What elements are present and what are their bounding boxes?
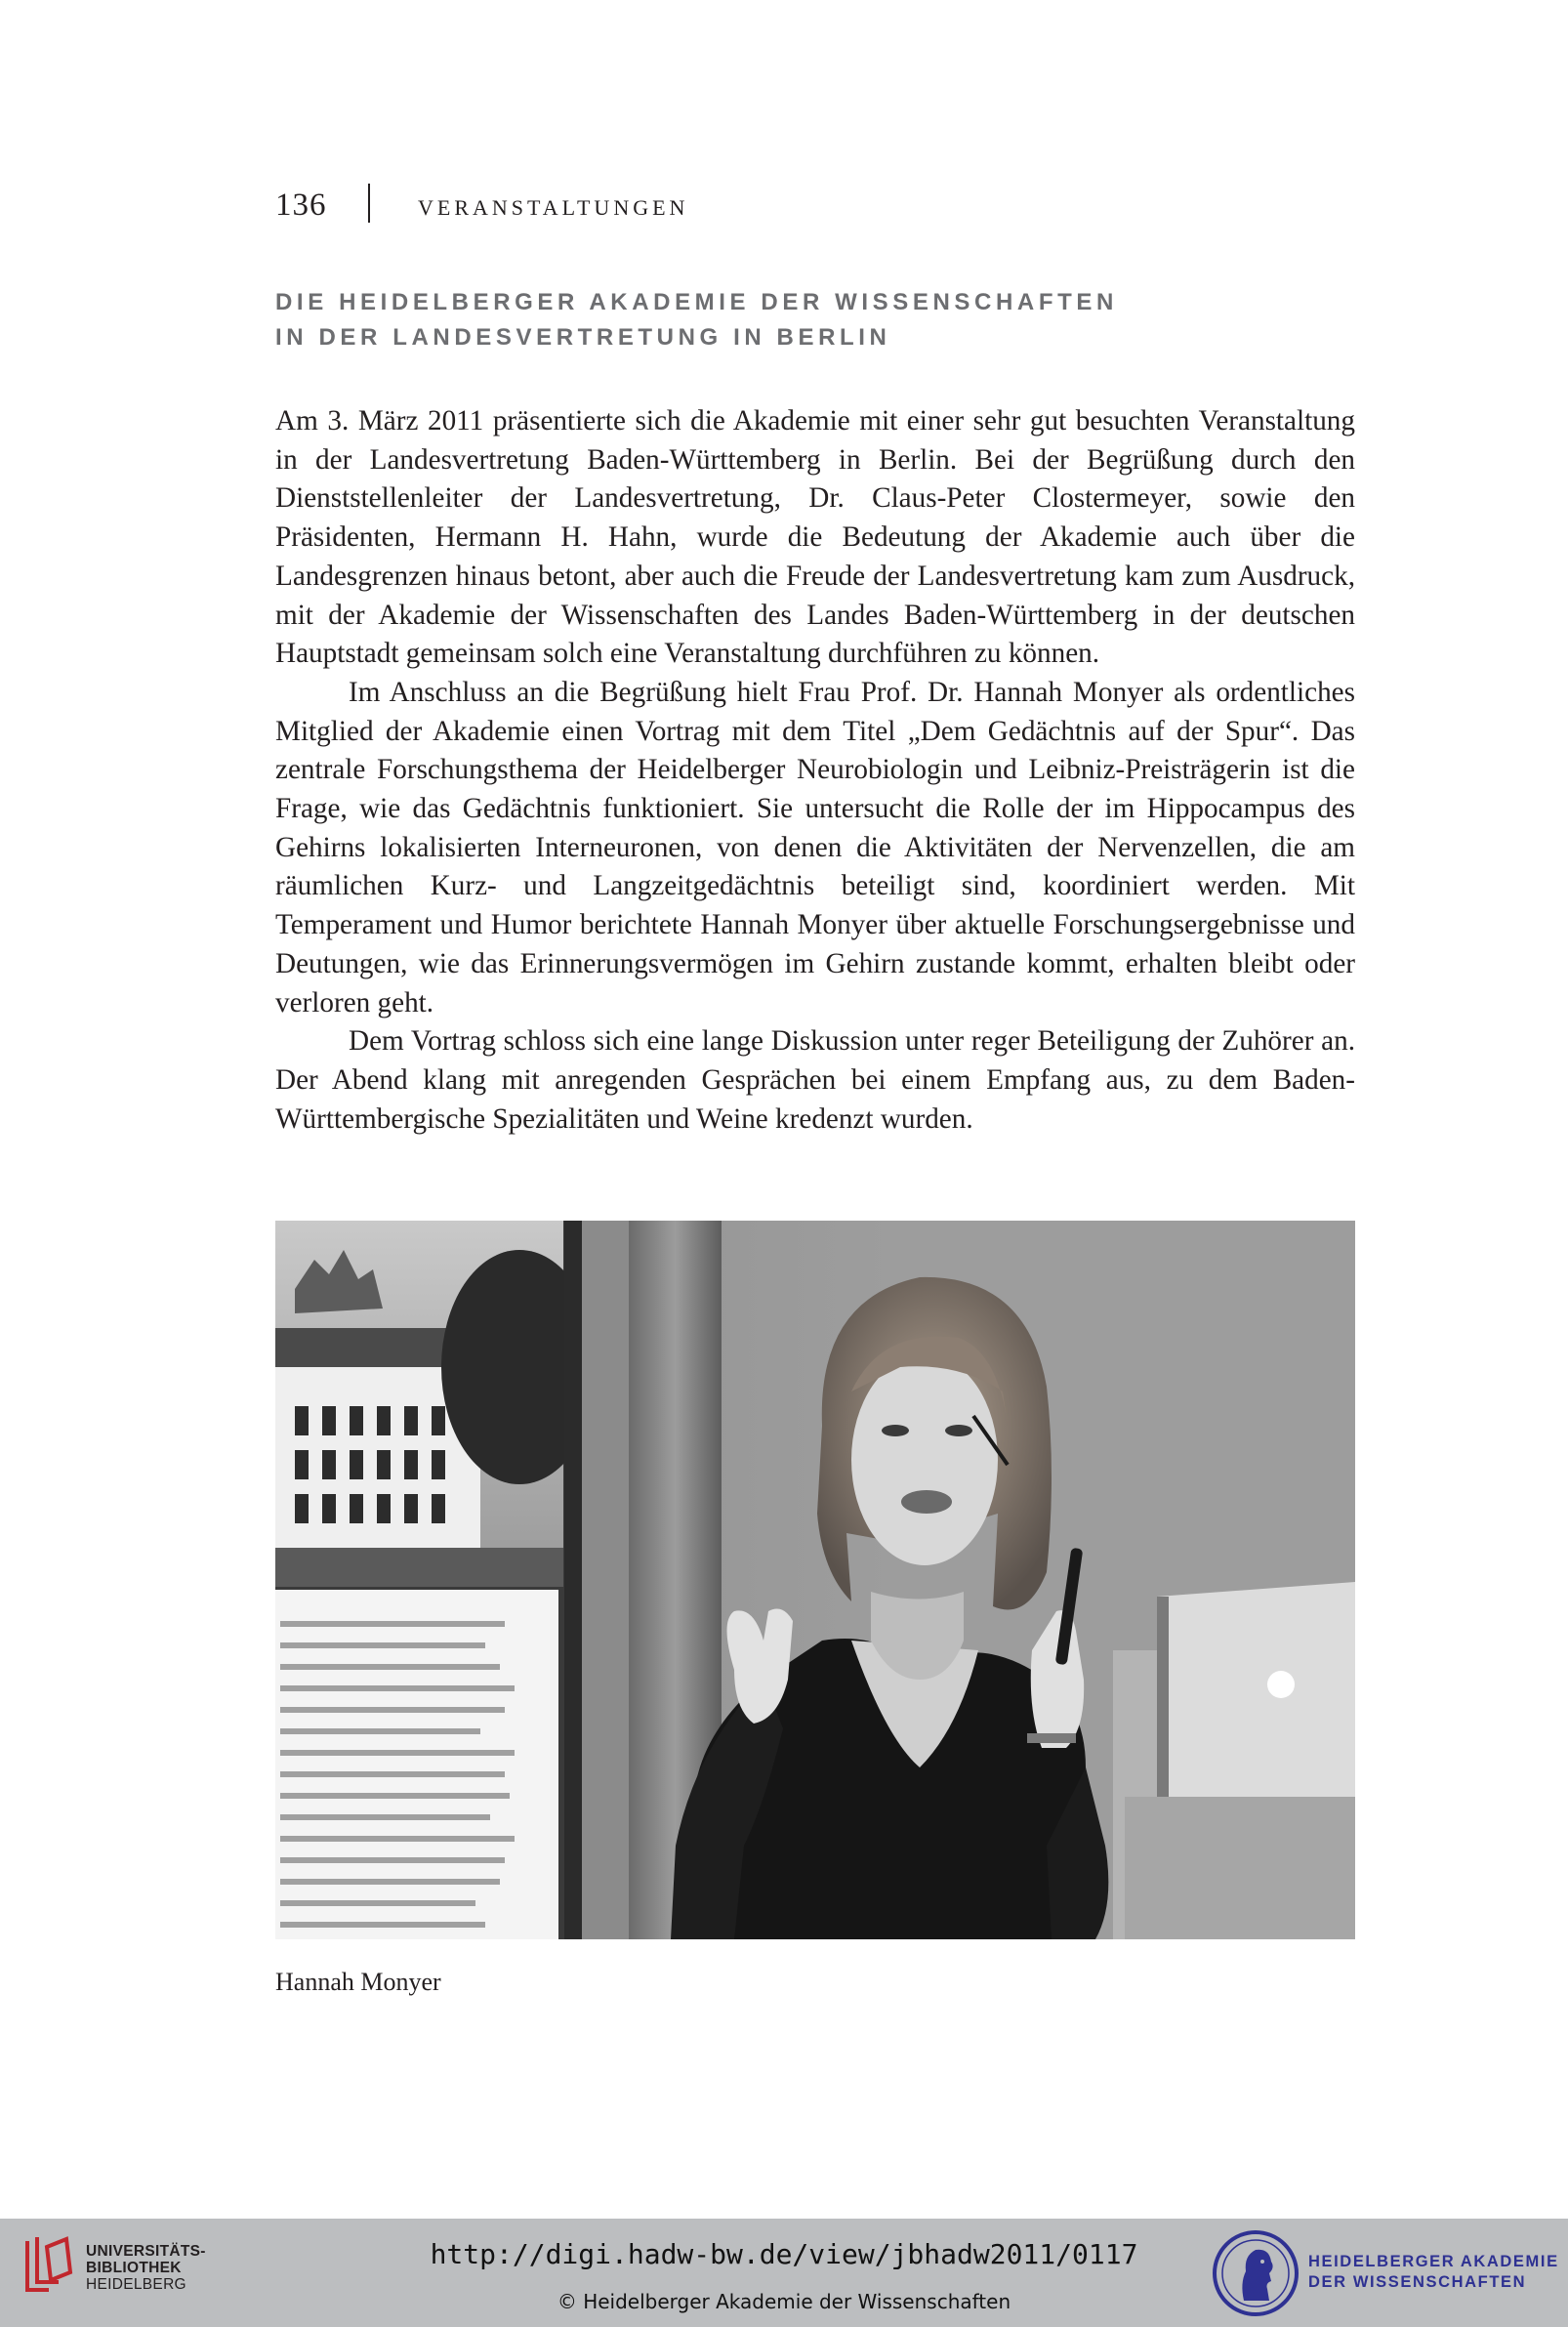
academy-seal-icon <box>1211 2224 1300 2322</box>
permalink-url[interactable]: http://digi.hadw-bw.de/view/jbhadw2011/0117 <box>430 2238 1138 2270</box>
page-header <box>275 184 1349 229</box>
academy-logo[interactable] <box>1211 2224 1562 2322</box>
header-divider <box>368 184 370 223</box>
page-number: 136 <box>275 187 327 223</box>
article-title-line-1: DIE HEIDELBERGER AKADEMIE DER WISSENSCHAFTEN <box>275 289 1118 315</box>
article-title <box>275 285 1349 355</box>
speaker-photo <box>275 1221 1355 1939</box>
article-body <box>275 402 1355 1139</box>
running-head: VERANSTALTUNGEN <box>418 195 689 220</box>
body-paragraph: Am 3. März 2011 präsentierte sich die Akademie mit einer sehr gut besuchten Veranstaltung in der Landesvertretung Baden-Württemberg in Berlin. Bei der Begrüßung durch den Dienststellenleiter der Landesvertretung, Dr. Claus-Peter Clostermeyer, sowie den Präsidenten, Hermann H. Hahn, wurde die Bedeutung der Akademie auch über die Landesgrenzen hinaus betont, aber auch die Freude der Landesvertretung kam zum Ausdruck, mit der Akademie der Wissenschaften des Landes Baden-Württemberg in der deutschen Hauptstadt gemeinsam solch eine Veranstaltung durchführen zu können. <box>275 405 1355 670</box>
body-paragraph: Im Anschluss an die Begrüßung hielt Frau Prof. Dr. Hannah Monyer als ordentliches Mitglied der Akademie einen Vortrag mit dem Titel „Dem Gedächtnis auf der Spur“. Das zentrale Forschungsthema der Heidelberger Neurobiologin und Leibniz-Preisträgerin ist die Frage, wie das Gedächtnis funktioniert. Sie untersucht die Rolle der im Hippocampus des Gehirns lokalisierten Interneuronen, von denen die Aktivitäten der Nervenzellen, die am räumlichen Kurz- und Langzeitgedächtnis beteiligt sind, koordiniert werden. Mit Temperament und Humor berichtete Hannah Monyer über aktuelle Forschungsergebnisse und Deutungen, wie das Erinnerungsvermögen im Gehirn zustande kommt, erhalten bleibt oder verloren geht. <box>275 676 1355 1018</box>
copyright-notice: © Heidelberger Akademie der Wissenschaften <box>557 2290 1011 2313</box>
university-library-name: UNIVERSITÄTS- BIBLIOTHEK HEIDELBERG <box>86 2243 206 2293</box>
academy-name: HEIDELBERGER AKADEMIE DER WISSENSCHAFTEN <box>1308 2253 1559 2291</box>
body-paragraph: Dem Vortrag schloss sich eine lange Diskussion unter reger Beteiligung der Zuhörer an. Der Abend klang mit anregenden Gesprächen bei einem Empfang aus, zu dem Baden-Württembergische Spezialitäten und Weine kredenzt wurden. <box>275 1025 1355 1135</box>
photo-caption: Hannah Monyer <box>275 1968 441 1996</box>
article-title-line-2: IN DER LANDESVERTRETUNG IN BERLIN <box>275 324 891 351</box>
